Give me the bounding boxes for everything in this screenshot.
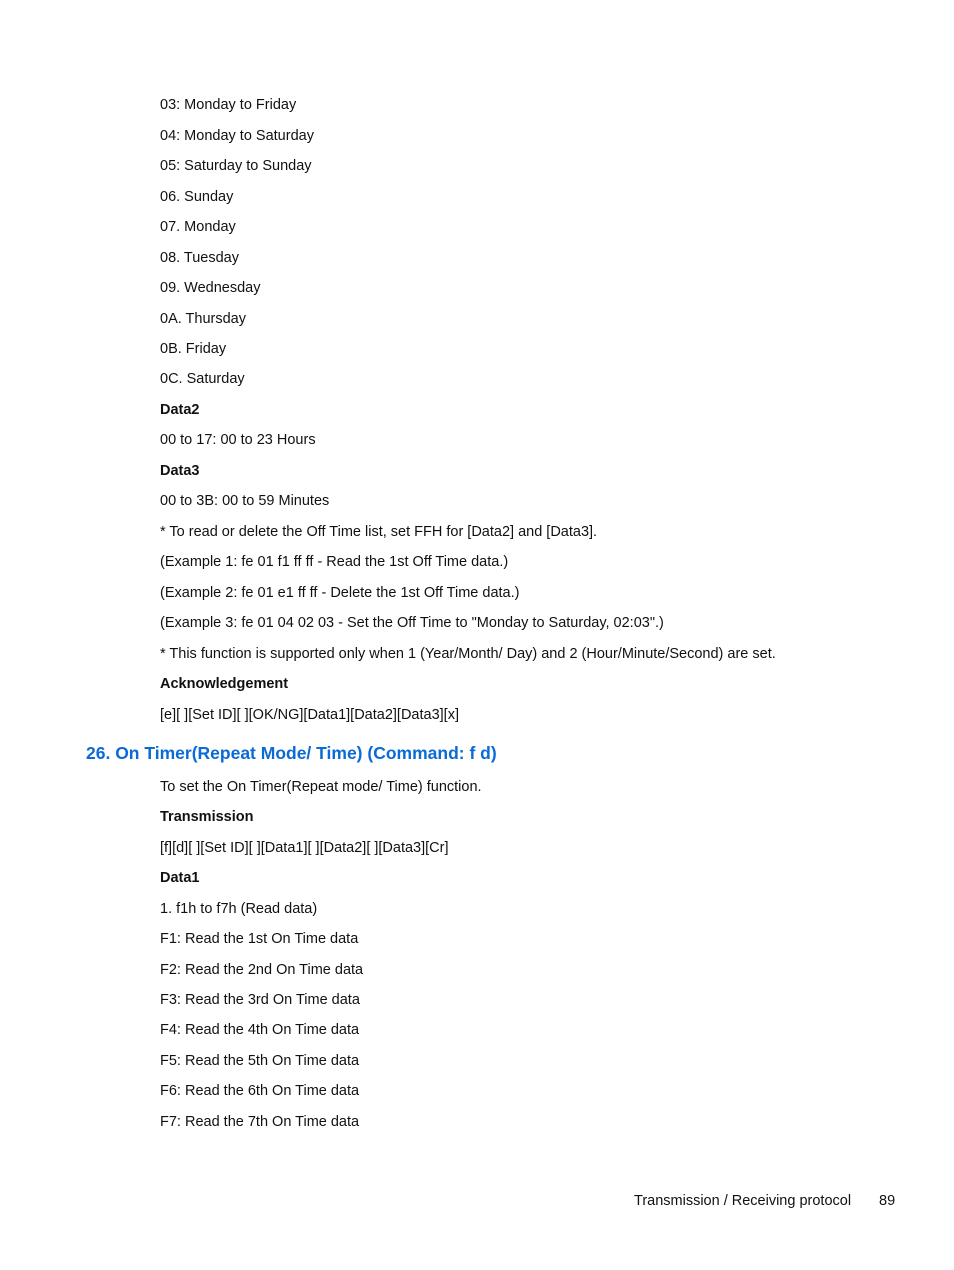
note-line: (Example 3: fe 01 04 02 03 - Set the Off Time to "Monday to Saturday, 02:03".)	[160, 615, 664, 631]
section-heading: 26. On Timer(Repeat Mode/ Time) (Command: f d)	[86, 743, 497, 763]
data2-label: Data2	[160, 402, 200, 418]
data3-label: Data3	[160, 463, 200, 479]
day-item: 06. Sunday	[160, 189, 234, 205]
data1-item: F7: Read the 7th On Time data	[160, 1114, 360, 1130]
page-number: 89	[879, 1193, 896, 1209]
day-item: 04: Monday to Saturday	[160, 128, 314, 144]
transmission-label: Transmission	[160, 809, 254, 825]
data1-item: F3: Read the 3rd On Time data	[160, 992, 360, 1008]
day-item: 0C. Saturday	[160, 371, 245, 387]
day-item: 08. Tuesday	[160, 250, 239, 266]
transmission-text: [f][d][ ][Set ID][ ][Data1][ ][Data2][ ][Data3][Cr]	[160, 840, 449, 856]
note-line: * This function is supported only when 1 (Year/Month/ Day) and 2 (Hour/Minute/Second) are set.	[160, 646, 776, 662]
data3-text: 00 to 3B: 00 to 59 Minutes	[160, 493, 330, 509]
data1-item: F4: Read the 4th On Time data	[160, 1022, 360, 1038]
data1-item: F5: Read the 5th On Time data	[160, 1053, 360, 1069]
acknowledgement-text: [e][ ][Set ID][ ][OK/NG][Data1][Data2][Data3][x]	[160, 707, 459, 723]
data1-item: 1. f1h to f7h (Read data)	[160, 901, 318, 917]
data2-text: 00 to 17: 00 to 23 Hours	[160, 432, 316, 448]
acknowledgement-label: Acknowledgement	[160, 676, 289, 692]
note-line: * To read or delete the Off Time list, set FFH for [Data2] and [Data3].	[160, 524, 598, 540]
note-line: (Example 2: fe 01 e1 ff ff - Delete the 1st Off Time data.)	[160, 585, 520, 601]
section-intro: To set the On Timer(Repeat mode/ Time) function.	[160, 779, 482, 795]
day-item: 0A. Thursday	[160, 311, 246, 327]
day-item: 03: Monday to Friday	[160, 97, 297, 113]
data1-label: Data1	[160, 870, 200, 886]
note-line: (Example 1: fe 01 f1 ff ff - Read the 1st Off Time data.)	[160, 554, 509, 570]
day-item: 0B. Friday	[160, 341, 227, 357]
data1-item: F1: Read the 1st On Time data	[160, 931, 359, 947]
day-item: 09. Wednesday	[160, 280, 261, 296]
footer-title: Transmission / Receiving protocol	[634, 1193, 852, 1209]
data1-item: F2: Read the 2nd On Time data	[160, 962, 364, 978]
day-item: 07. Monday	[160, 219, 236, 235]
day-item: 05: Saturday to Sunday	[160, 158, 312, 174]
data1-item: F6: Read the 6th On Time data	[160, 1083, 360, 1099]
